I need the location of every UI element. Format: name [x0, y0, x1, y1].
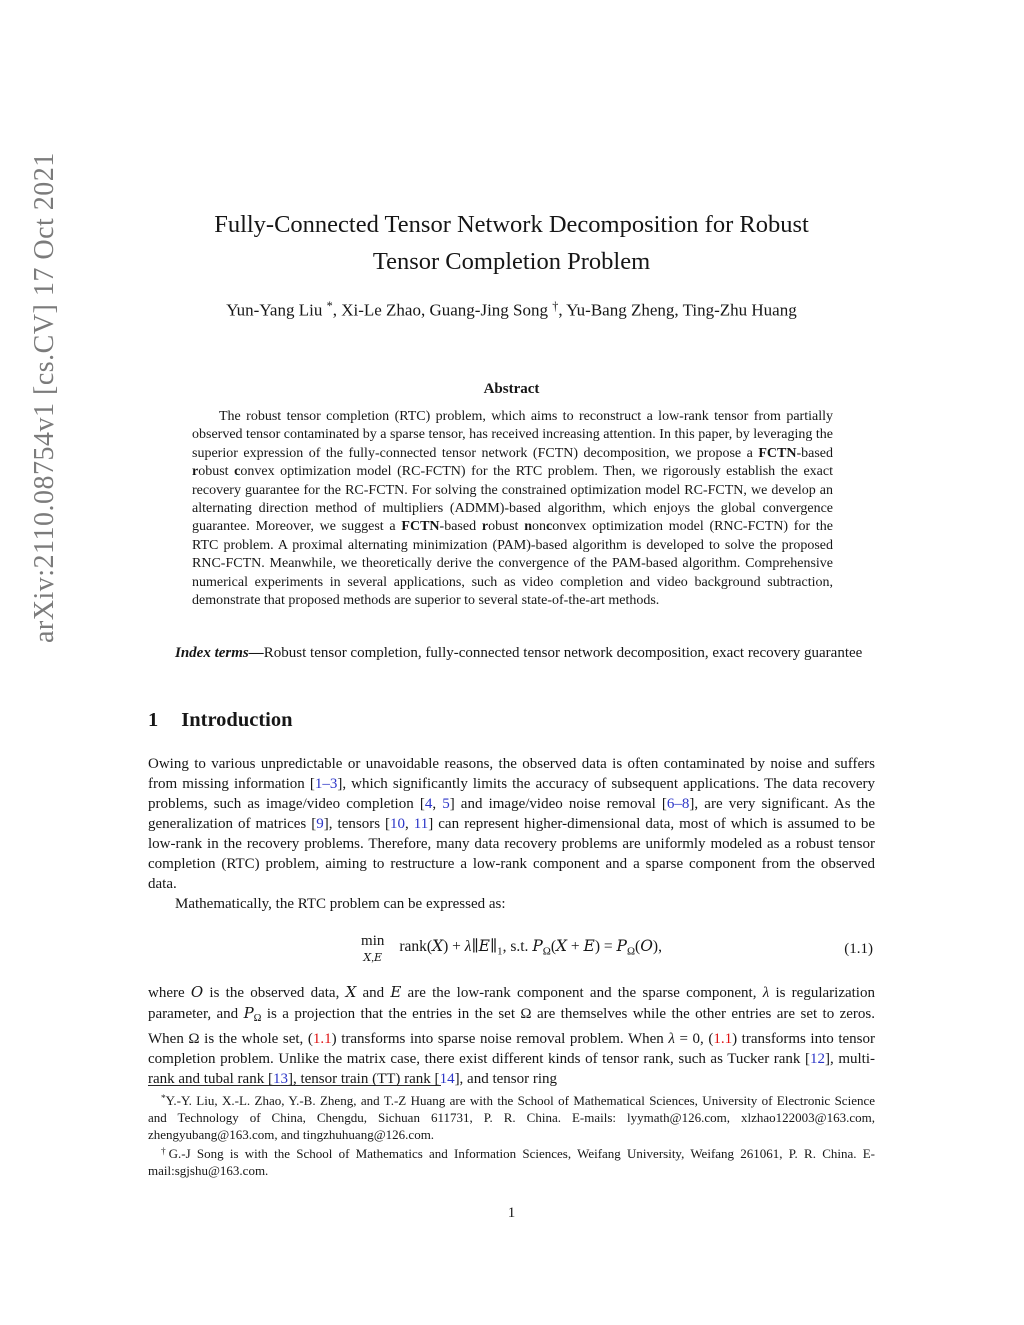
text-segment: †: [161, 1146, 169, 1157]
text-segment: ], and tensor ring: [454, 1071, 558, 1088]
text-segment: ) transforms into sparse noise removal problem. When: [331, 1031, 669, 1048]
citation-link[interactable]: 5: [442, 796, 450, 812]
section-number: 1: [148, 709, 159, 731]
text-segment: Ω: [626, 945, 636, 958]
citation-link[interactable]: 13: [272, 1071, 288, 1088]
text-segment: X: [555, 937, 568, 956]
equation-min-operator: [361, 934, 384, 964]
text-segment: ,: [371, 952, 374, 964]
text-segment: ], multi-rank and tubal rank [: [148, 1051, 875, 1088]
text-segment: ] can represent higher-dimensional data, most of which is assumed to be low-rank in the recovery problems. Therefore, many data recovery problems are uniformly modeled as a robust tensor completion (RTC) problem, aiming to restructure a low-rank component and a sparse component from the observed data.: [148, 816, 875, 892]
text-segment: G.-J Song is with the School of Mathematics and Information Sciences, Weifang University, Weifang 261061, P. R. China. E-mail:sgjshu@163.com.: [148, 1145, 875, 1178]
text-segment: is a projection that the entries in the set: [261, 1006, 521, 1022]
text-segment: FCTN: [758, 445, 797, 461]
citation-link[interactable]: 11: [413, 816, 429, 832]
text-segment: (: [550, 938, 556, 956]
text-segment: ,: [405, 816, 414, 832]
text-segment: ∥: [471, 938, 479, 956]
text-segment: rank(: [399, 938, 433, 956]
text-segment: on: [531, 519, 546, 535]
page-number: 1: [507, 1205, 516, 1221]
footnote-separator: [148, 1085, 441, 1086]
text-segment: Index terms—: [175, 645, 264, 661]
text-segment: *: [326, 299, 333, 313]
text-segment: onvex optimization model (RNC-FCTN) for the RTC problem. A proximal alternating minimization (PAM)-based algorithm is developed to solve the proposed RNC-FCTN. Meanwhile, we theoretically derive the convergence of the PAM-based algorithm. Comprehensive numerical experiments in several applications, such as video completion and video background subtraction, demonstrate that proposed methods are superior to several state-of-the-art methods.: [192, 519, 833, 609]
citation-link[interactable]: 10: [390, 816, 406, 832]
citation-link[interactable]: 6–8: [666, 796, 690, 812]
footnotes: [148, 1091, 875, 1179]
text-segment: ) =: [594, 938, 617, 956]
text-segment: E: [373, 951, 383, 964]
paper-page: arXiv:2110.08754v1 [cs.CV] 17 Oct 2021 Fully-Connected Tensor Network Decomposition for Robust Tensor Completion Problem Yun-Yang Liu *, Xi-Le Zhao, Guang-Jing Song †, Yu-Bang Zheng, Ting-Zhu Huang Abstract The robust tensor completion (RTC) problem, which aims to reconstruct a low-rank tensor from partially observed tensor contaminated by a sparse tensor, has received increasing attention. In this paper, by leveraging the superior expression of the fully-connected tensor network (FCTN) decomposition, we propose a FCTN-based robust convex optimization model (RC-FCTN) for the RTC problem. Then, we rigorously establish the exact recovery guarantee for the RC-FCTN. For solving the constrained optimization model RC-FCTN, we develop an alternating direction method of multipliers (ADMM)-based algorithm, which enjoys the global convergence guarantee. Moreover, we suggest a FCTN-based robust nonconvex optimization model (RNC-FCTN) for the RTC problem. A proximal alternating minimization (PAM)-based algorithm is developed to solve the proposed RNC-FCTN. Meanwhile, we theoretically derive the convergence of the PAM-based algorithm. Comprehensive numerical experiments in several applications, such as video completion and video background subtraction, demonstrate that proposed methods are superior to several state-of-the-art methods. Index terms—Robust tensor completion, fully-connected tensor network decomposition, exact recovery guarantee 1 Introduction Owing to various unpredictable or unavoidable reasons, the observed data is often contaminated by noise and suffers from missing information [1–3], which significantly limits the accuracy of subsequent applications. The data recovery problems, such as image/video completion [4, 5] and image/video noise removal [6–8], are very significant. As the generalization of matrices [9], tensors [10, 11] can represent higher-dimensional data, most of which is assumed to be low-rank in the recovery problems. Therefore, many data recovery problems are uniformly modeled as a robust tensor completion (RTC) problem, aiming to restructure a low-rank component and a sparse component from the observed data. Mathematically, the RTC problem can be expressed as: min X,E rank(X) + $\lambda\parallel E\parallel_1$, s.t. $P_\Omega(X + E) = P_\Omega(O)$, (1.1) where O is the observed data, X and E are the low-rank component and the sparse component, λ is regularization parameter, and $P_\Omega$ is a projection that the entries in the set Ω are themselves while the other entries are set to zeros. When Ω is the whole set, (1.1) transforms into sparse noise removal problem. When λ = 0, (1.1) transforms into tensor completion problem. Unlike the matrix case, there exist different kinds of tensor rank, such as Tucker rank [12], multi-rank and tubal rank [13], tensor train (TT) rank [14], and tensor ring *Y.-Y. Liu, X.-L. Zhao, Y.-B. Zheng, and T.-Z Huang are with the School of Mathematical Sciences, University of Electronic Science and Technology of China, Chengdu, Sichuan 611731, P. R. China. E-mails: lyymath@126.com, xlzhao122003@163.com, zhengyubang@163.com, and tingzhuhuang@126.com. †G.-J Song is with the School of Mathematics and Information Sciences, Weifang University, Weifang 261061, P. R. China. E-mail:sgjshu@163.com. 1: [0, 0, 1024, 1325]
text-segment: X: [345, 983, 357, 1001]
text-segment: FCTN: [401, 519, 440, 535]
text-segment: , s.t.: [502, 938, 533, 956]
text-segment: Ω: [542, 945, 551, 958]
text-segment: c: [234, 464, 241, 480]
text-segment: †: [552, 299, 559, 313]
text-segment: n: [524, 519, 532, 535]
equation-body: [399, 936, 662, 961]
text-segment: r: [481, 519, 489, 535]
paper-title: [148, 206, 875, 280]
citation-link[interactable]: 12: [810, 1051, 825, 1068]
text-segment: = 0, (: [674, 1031, 714, 1048]
text-segment: X: [432, 937, 444, 956]
abstract-heading: Abstract: [483, 381, 540, 397]
text-segment: , Yu-Bang Zheng, Ting-Zhu Huang: [558, 300, 797, 320]
introduction-body: [148, 754, 875, 1089]
citation-link[interactable]: 4: [424, 796, 433, 812]
text-segment: are the low-rank component and the sparse component,: [401, 985, 763, 1001]
text-segment: P: [243, 1004, 254, 1022]
text-segment: -based: [796, 445, 833, 461]
text-segment: Ω: [520, 1006, 532, 1022]
text-segment: The robust tensor completion (RTC) problem, which aims to reconstruct a low-rank tensor from partially observed tensor contaminated by a sparse tensor, has received increasing attention. In this paper, by leveraging the superior expression of the fully-connected tensor network (FCTN) decomposition, we propose a: [192, 409, 833, 461]
text-segment: -based: [439, 519, 482, 535]
text-segment: ) +: [443, 938, 465, 956]
citation-link[interactable]: 14: [439, 1071, 455, 1088]
paper-title-line2: Tensor Completion Problem: [372, 248, 651, 275]
paper-title-line1: Fully-Connected Tensor Network Decomposition for Robust: [214, 211, 809, 238]
text-segment: Ω: [188, 1031, 200, 1048]
text-segment: ], tensor train (TT) rank [: [287, 1071, 440, 1088]
text-segment: O: [190, 983, 204, 1001]
citation-link[interactable]: 9: [316, 816, 324, 832]
abstract-text: [192, 408, 833, 610]
section-title: Introduction: [181, 709, 293, 731]
text-segment: ], are very significant. As the generalization of matrices [: [148, 796, 875, 832]
footnote-2: [148, 1144, 875, 1180]
text-segment: obust: [198, 464, 235, 480]
text-segment: +: [567, 938, 584, 956]
text-segment: (: [635, 938, 641, 956]
text-segment: E: [390, 983, 402, 1001]
footnote-1: [148, 1091, 875, 1144]
text-segment: Robust tensor completion, fully-connected tensor network decomposition, exact recovery guarantee: [263, 645, 863, 661]
text-segment: λ: [762, 985, 770, 1001]
text-segment: are themselves while the other entries are set to zeros. When: [148, 1006, 876, 1048]
text-segment: , Xi-Le Zhao, Guang-Jing Song: [332, 300, 553, 320]
text-segment: is the whole set, (: [199, 1031, 313, 1048]
section-heading-introduction: [148, 709, 875, 732]
min-op: min: [361, 933, 385, 949]
text-segment: and: [356, 985, 391, 1001]
text-segment: obust: [488, 519, 525, 535]
text-segment: ], which significantly limits the accuracy of subsequent applications. The data recovery problems, such as image/video completion [: [148, 776, 875, 812]
text-segment: is regularization parameter, and: [148, 985, 875, 1022]
text-segment: Y.-Y. Liu, X.-L. Zhao, Y.-B. Zheng, and T.-Z Huang are with the School of Mathematical Sciences, University of Electronic Science and Technology of China, Chengdu, Sichuan 611731, P. R. China. E-mails: lyymath@126.com, xlzhao122003@163.com, zhengyubang@163.com, and tingzhuhuang@126.com.: [148, 1093, 875, 1142]
text-segment: E: [478, 937, 490, 956]
text-segment: ], tensors [: [323, 816, 391, 832]
intro-paragraph-2: [148, 982, 875, 1089]
intro-paragraph-lead: Mathematically, the RTC problem can be expressed as:: [175, 896, 506, 912]
text-segment: onvex optimization model (RC-FCTN) for the RTC problem. Then, we rigorously establish the exact recovery guarantee for the RC-FCTN. For solving the constrained optimization model RC-FCTN, we develop an alternating direction method of multipliers (ADMM)-based algorithm, which enjoys the global convergence guarantee. Moreover, we suggest a: [192, 464, 833, 535]
equation-ref[interactable]: 1.1: [713, 1031, 733, 1048]
text-segment: P: [532, 937, 543, 956]
text-segment: ∥: [490, 938, 498, 956]
text-segment: is the observed data,: [203, 985, 346, 1001]
text-segment: r: [192, 464, 199, 480]
text-segment: P: [616, 937, 627, 956]
equation-ref[interactable]: 1.1: [312, 1031, 332, 1048]
text-segment: λ: [668, 1031, 675, 1048]
text-segment: E: [583, 937, 595, 956]
text-segment: where: [148, 985, 191, 1001]
text-segment: ),: [652, 938, 662, 956]
text-segment: O: [640, 937, 653, 956]
text-segment: λ: [464, 938, 472, 956]
text-segment: 1: [497, 945, 503, 958]
intro-paragraph-1: [148, 754, 875, 894]
text-segment: ) transforms into tensor completion problem. Unlike the matrix case, there exist different kinds of tensor rank, such as Tucker rank [: [148, 1031, 875, 1068]
equation-1-1: [148, 927, 875, 971]
text-segment: c: [545, 519, 553, 535]
text-segment: X: [363, 951, 372, 964]
authors-line: [148, 299, 875, 321]
equation-label: (1.1): [844, 941, 873, 957]
index-terms: [148, 643, 875, 664]
text-segment: Ω: [253, 1013, 262, 1025]
min-subscript: [363, 952, 382, 964]
text-segment: Yun-Yang Liu: [226, 300, 327, 320]
text-segment: ,: [432, 796, 443, 812]
citation-link[interactable]: 1–3: [314, 776, 338, 792]
text-segment: Owing to various unpredictable or unavoidable reasons, the observed data is often contaminated by noise and suffers from missing information [: [148, 756, 875, 792]
text-segment: *: [161, 1094, 166, 1104]
text-segment: ] and image/video noise removal [: [449, 796, 667, 812]
